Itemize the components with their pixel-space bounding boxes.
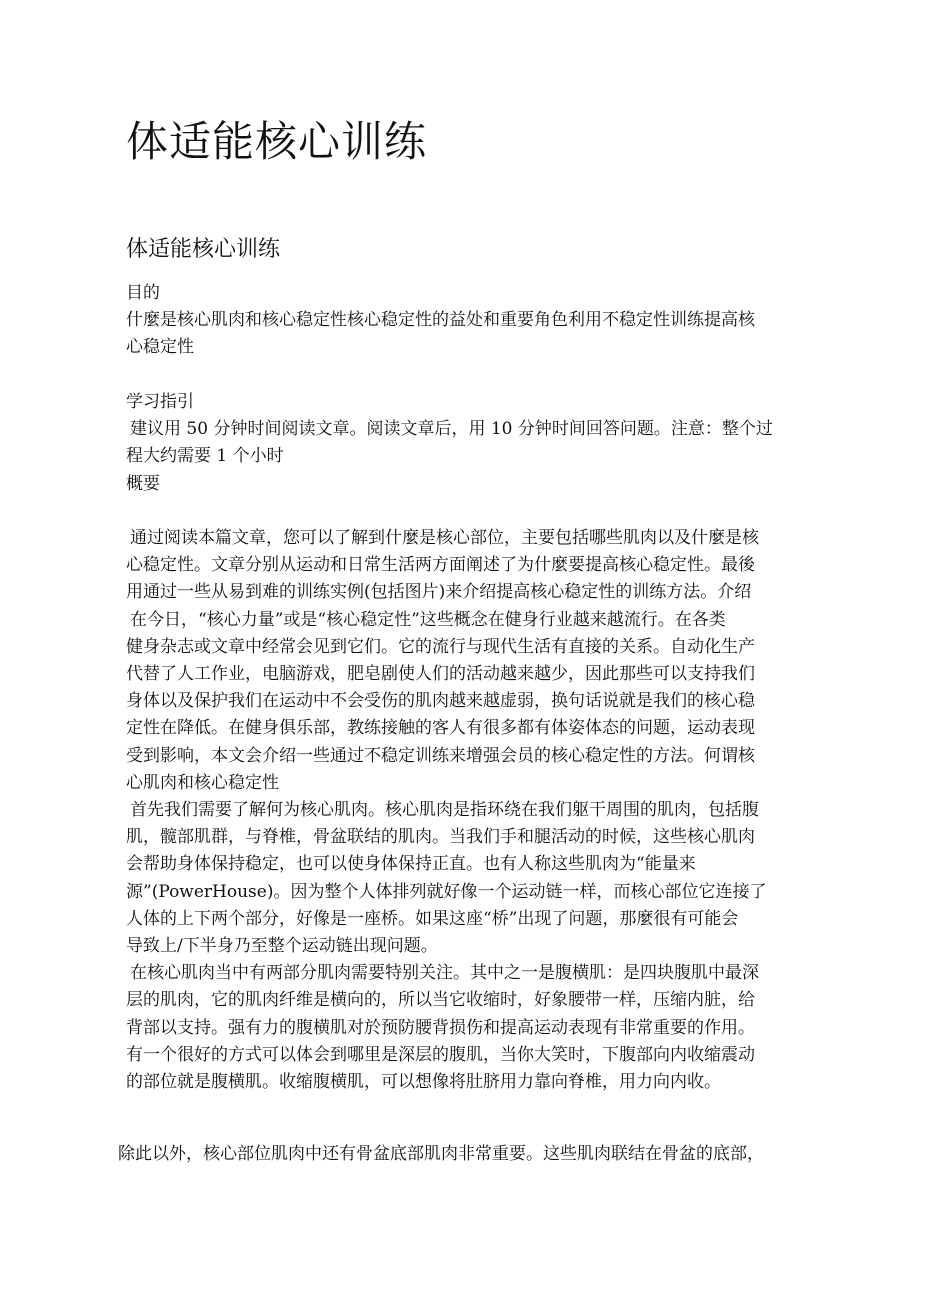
section-title: 体适能核心训练 <box>126 237 281 262</box>
paragraph-line: 健身杂志或文章中经常会见到它们。它的流行与现代生活有直接的关系。自动化生产 <box>126 636 755 657</box>
paragraph-line: 肌，髋部肌群，与脊椎，骨盆联结的肌肉。当我们手和腿活动的时候，这些核心肌肉 <box>126 827 755 848</box>
paragraph-line: 首先我们需要了解何为核心肌肉。核心肌肉是指环绕在我们躯干周围的肌肉，包括腹 <box>130 800 759 821</box>
summary-body <box>126 525 826 1096</box>
purpose-section <box>126 280 826 362</box>
paragraph-line: 有一个很好的方式可以体会到哪里是深层的腹肌，当你大笑时，下腹部向内收缩震动 <box>126 1044 755 1065</box>
paragraph-line: 人体的上下两个部分，好像是一座桥。如果这座“桥”出现了问题，那麼很有可能会 <box>126 908 739 929</box>
document-title: 体适能核心训练 <box>126 117 428 166</box>
closing-paragraph <box>118 1141 826 1168</box>
paragraph-line: 背部以支持。强有力的腹横肌对於预防腰背损伤和提高运动表现有非常重要的作用。 <box>126 1017 755 1038</box>
paragraph-line: 用通过一些从易到难的训练实例(包括图片)来介绍提高核心稳定性的训练方法。介绍 <box>126 582 752 603</box>
purpose-line: 心稳定性 <box>126 337 194 358</box>
purpose-line: 什麼是核心肌肉和核心稳定性核心稳定性的益处和重要角色利用不稳定性训练提高核 <box>126 310 755 331</box>
paragraph-line: 在今日，“核心力量”或是“核心稳定性”这些概念在健身行业越来越流行。在各类 <box>130 609 726 630</box>
paragraph-line: 通过阅读本篇文章，您可以了解到什麼是核心部位，主要包括哪些肌肉以及什麼是核 <box>130 528 759 548</box>
guide-heading: 学习指引 <box>126 392 194 412</box>
paragraph-line: 会帮助身体保持稳定，也可以使身体保持正直。也有人称这些肌肉为“能量来 <box>126 854 696 875</box>
summary-heading: 概要 <box>126 473 160 494</box>
paragraph-line: 心稳定性。文章分别从运动和日常生活两方面阐述了为什麼要提高核心稳定性。最後 <box>126 555 755 576</box>
purpose-heading: 目的 <box>126 283 160 303</box>
guide-section <box>126 389 826 498</box>
paragraph-line: 层的肌肉，它的肌肉纤维是横向的，所以当它收缩时，好象腰带一样，压缩内脏，给 <box>126 990 755 1011</box>
paragraph-line: 源”(PowerHouse)。因为整个人体排列就好像一个运动链一样，而核心部位它连接了 <box>126 881 767 902</box>
paragraph-line: 代替了人工作业，电脑游戏，肥皂剧使人们的活动越来越少，因此那些可以支持我们 <box>126 664 755 685</box>
paragraph-line: 定性在降低。在健身俱乐部，教练接触的客人有很多都有体姿体态的问题，运动表现 <box>126 718 755 739</box>
paragraph-line: 在核心肌肉当中有两部分肌肉需要特别关注。其中之一是腹横肌：是四块腹肌中最深 <box>130 963 759 984</box>
paragraph-line: 的部位就是腹横肌。收缩腹横肌，可以想像将肚脐用力靠向脊椎，用力向内收。 <box>126 1072 721 1093</box>
paragraph-line: 身体以及保护我们在运动中不会受伤的肌肉越来越虚弱，换句话说就是我们的核心稳 <box>126 691 755 712</box>
paragraph-line: 受到影响，本文会介绍一些通过不稳定训练来增强会员的核心稳定性的方法。何谓核 <box>126 745 755 766</box>
guide-line: 程大约需要 1 个小时 <box>126 446 284 467</box>
paragraph-line: 除此以外，核心部位肌肉中还有骨盆底部肌肉非常重要。这些肌肉联结在骨盆的底部， <box>118 1144 764 1164</box>
paragraph-line: 心肌肉和核心稳定性 <box>126 772 279 793</box>
guide-line: 建议用 50 分钟时间阅读文章。阅读文章后，用 10 分钟时间回答问题。注意：整个过 <box>130 419 773 440</box>
paragraph-line: 导致上/下半身乃至整个运动链出现问题。 <box>126 936 438 957</box>
